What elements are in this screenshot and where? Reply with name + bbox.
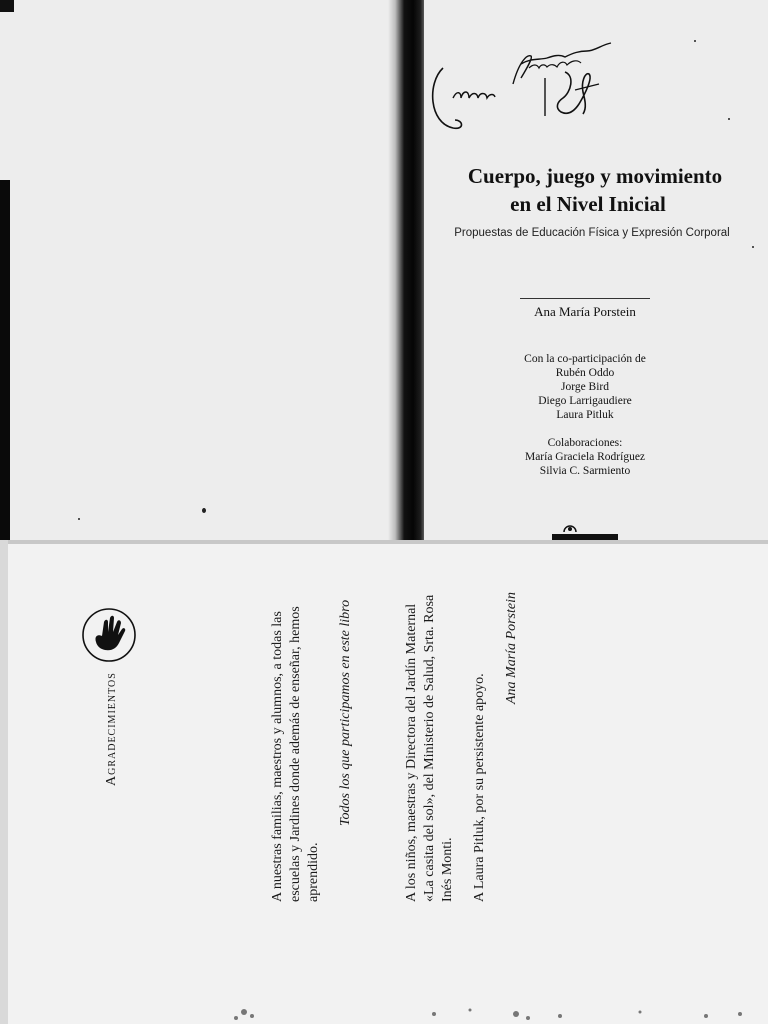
dedication-line: A los niños, maestras y Directora del Jardín Maternal [404, 603, 419, 902]
coparticipant-name: Diego Larrigaudiere [538, 395, 632, 407]
collaborator-name: María Graciela Rodríguez [524, 451, 646, 463]
coparticipation-block [470, 352, 700, 422]
book-title-line-2: en el Nivel Inicial [510, 192, 666, 216]
scan-speck [78, 518, 80, 520]
scan-edge-shadow [0, 180, 10, 540]
collaborations-block [470, 436, 700, 478]
dedication-line: escuelas y Jardines donde además de enseñar, hemos [288, 606, 303, 902]
dedication-line: «La casita del sol», del Ministerio de Salud, Srta. Rosa [422, 594, 437, 902]
dedication-line: A nuestras familias, maestros y alumnos, a todas las [270, 611, 285, 902]
author-divider [520, 298, 650, 299]
collaborator-name: Silvia C. Sarmiento [539, 465, 631, 477]
dedication-line: aprendido. [306, 842, 321, 902]
book-title-line-1: Cuerpo, juego y movimiento [467, 164, 723, 188]
coparticipant-name: Jorge Bird [560, 381, 610, 393]
dedication-line: Inés Monti. [440, 837, 455, 902]
dedication-signature: Todos los que participamos en este libro [338, 599, 353, 826]
dedication-line: A Laura Pitluk, por su persistente apoyo. [472, 673, 487, 902]
hand-emblem-icon [80, 606, 138, 664]
scan-speck [728, 118, 730, 120]
scan-edge-shadow [0, 540, 768, 544]
scan-speck [752, 246, 754, 248]
collaborations-heading: Colaboraciones: [547, 437, 623, 449]
coparticipation-heading: Con la co-participación de [524, 353, 646, 365]
coparticipant-name: Laura Pitluk [556, 409, 614, 421]
handwritten-signature [425, 28, 625, 143]
book-author: Ana María Porstein [534, 304, 636, 319]
publisher-logo-icon [550, 520, 620, 540]
scan-edge-shadow [0, 540, 8, 1024]
book-gutter-shadow [388, 0, 424, 540]
scan-speck [202, 508, 206, 513]
scan-edge-shadow [0, 0, 14, 12]
scan-noise [0, 992, 768, 1024]
scan-speck [694, 40, 696, 42]
book-subtitle: Propuestas de Educación Física y Expresión Corporal [454, 227, 730, 239]
dedication-signature: Ana María Porstein [504, 592, 519, 704]
coparticipant-name: Rubén Oddo [555, 367, 615, 379]
section-heading: Agradecimientos [104, 672, 119, 786]
